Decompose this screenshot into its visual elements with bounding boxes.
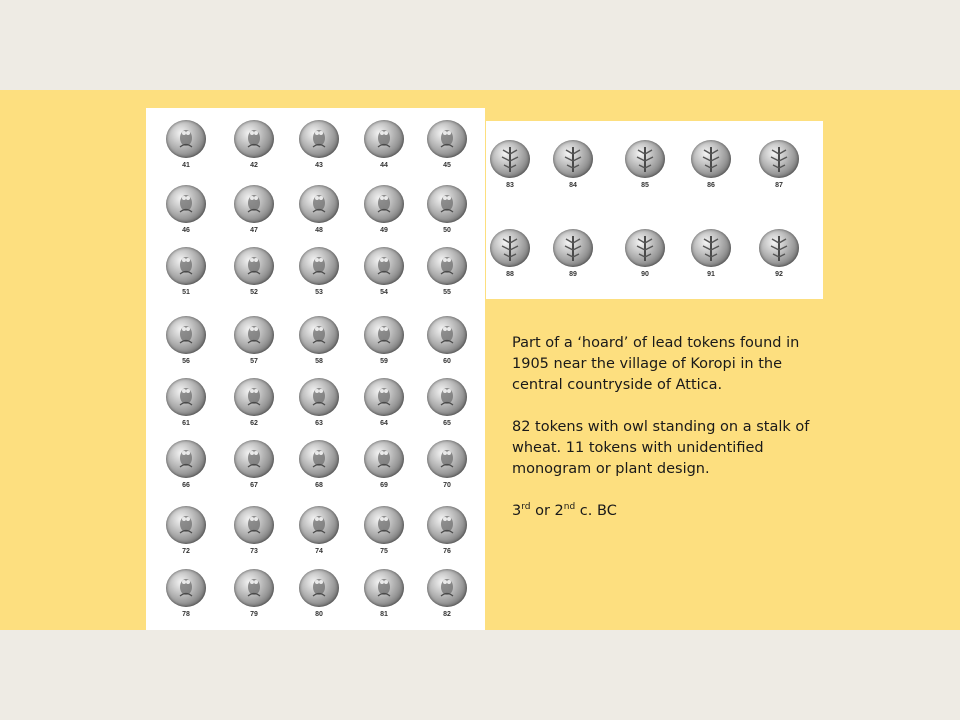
date-sup-rd: rd	[521, 502, 531, 512]
plant-tokens-plate-image	[486, 121, 823, 299]
token-68	[286, 438, 352, 500]
plant-monogram-icon	[691, 140, 731, 178]
token-number: 75	[380, 548, 388, 555]
owl-on-wheat-stalk-icon	[364, 506, 404, 544]
caption-paragraph-hoard: Part of a ‘hoard’ of lead tokens found in 1905 near the village of Koropi in the central countryside of Attica.	[512, 335, 800, 393]
token-63	[286, 376, 352, 438]
token-57	[221, 314, 287, 376]
token-number: 68	[315, 482, 323, 489]
token-49	[351, 183, 417, 245]
token-number: 53	[315, 289, 323, 296]
owl-on-wheat-stalk-icon	[299, 247, 339, 285]
token-number: 47	[250, 227, 258, 234]
owl-on-wheat-stalk-icon	[166, 120, 206, 158]
token-number: 91	[707, 271, 715, 278]
token-85	[612, 138, 678, 200]
plant-monogram-icon	[490, 229, 530, 267]
token-76	[414, 504, 480, 566]
owl-on-wheat-stalk-icon	[364, 247, 404, 285]
token-81	[351, 567, 417, 629]
owl-on-wheat-stalk-icon	[234, 316, 274, 354]
owl-on-wheat-stalk-icon	[234, 440, 274, 478]
token-number: 87	[775, 182, 783, 189]
token-number: 82	[443, 611, 451, 618]
token-64	[351, 376, 417, 438]
token-53	[286, 245, 352, 307]
token-number: 52	[250, 289, 258, 296]
token-number: 92	[775, 271, 783, 278]
token-number: 86	[707, 182, 715, 189]
token-number: 49	[380, 227, 388, 234]
owl-on-wheat-stalk-icon	[299, 185, 339, 223]
token-number: 85	[641, 182, 649, 189]
token-number: 70	[443, 482, 451, 489]
token-88	[477, 227, 543, 289]
owl-tokens-plate-image	[146, 108, 485, 630]
token-72	[153, 504, 219, 566]
token-number: 79	[250, 611, 258, 618]
owl-on-wheat-stalk-icon	[299, 120, 339, 158]
token-number: 66	[182, 482, 190, 489]
caption-date	[512, 501, 824, 522]
owl-on-wheat-stalk-icon	[364, 120, 404, 158]
token-number: 62	[250, 420, 258, 427]
owl-on-wheat-stalk-icon	[299, 378, 339, 416]
token-78	[153, 567, 219, 629]
token-66	[153, 438, 219, 500]
owl-on-wheat-stalk-icon	[427, 440, 467, 478]
token-number: 50	[443, 227, 451, 234]
token-46	[153, 183, 219, 245]
token-number: 76	[443, 548, 451, 555]
owl-on-wheat-stalk-icon	[166, 569, 206, 607]
owl-on-wheat-stalk-icon	[364, 440, 404, 478]
token-number: 44	[380, 162, 388, 169]
owl-on-wheat-stalk-icon	[299, 506, 339, 544]
token-number: 61	[182, 420, 190, 427]
token-number: 72	[182, 548, 190, 555]
token-number: 73	[250, 548, 258, 555]
owl-on-wheat-stalk-icon	[166, 185, 206, 223]
token-69	[351, 438, 417, 500]
token-43	[286, 118, 352, 180]
token-80	[286, 567, 352, 629]
token-59	[351, 314, 417, 376]
token-44	[351, 118, 417, 180]
plant-monogram-icon	[553, 229, 593, 267]
plant-monogram-icon	[625, 229, 665, 267]
token-number: 74	[315, 548, 323, 555]
token-number: 69	[380, 482, 388, 489]
owl-on-wheat-stalk-icon	[299, 316, 339, 354]
token-92	[746, 227, 812, 289]
owl-on-wheat-stalk-icon	[166, 316, 206, 354]
token-number: 42	[250, 162, 258, 169]
caption-paragraph-counts: 82 tokens with owl standing on a stalk of wheat. 11 tokens with unidentified monogram or plant design.	[512, 419, 810, 477]
token-number: 57	[250, 358, 258, 365]
token-90	[612, 227, 678, 289]
token-87	[746, 138, 812, 200]
token-45	[414, 118, 480, 180]
token-number: 84	[569, 182, 577, 189]
token-61	[153, 376, 219, 438]
token-50	[414, 183, 480, 245]
date-era: c. BC	[575, 503, 617, 519]
date-ordinal-3: 3	[512, 503, 522, 519]
owl-on-wheat-stalk-icon	[166, 506, 206, 544]
token-65	[414, 376, 480, 438]
token-73	[221, 504, 287, 566]
plant-monogram-icon	[490, 140, 530, 178]
token-number: 83	[506, 182, 514, 189]
plant-monogram-icon	[625, 140, 665, 178]
token-number: 65	[443, 420, 451, 427]
token-number: 81	[380, 611, 388, 618]
token-number: 88	[506, 271, 514, 278]
owl-on-wheat-stalk-icon	[166, 247, 206, 285]
owl-on-wheat-stalk-icon	[234, 247, 274, 285]
owl-on-wheat-stalk-icon	[427, 506, 467, 544]
token-number: 43	[315, 162, 323, 169]
owl-on-wheat-stalk-icon	[364, 185, 404, 223]
token-number: 67	[250, 482, 258, 489]
plant-monogram-icon	[759, 140, 799, 178]
token-47	[221, 183, 287, 245]
token-number: 51	[182, 289, 190, 296]
token-91	[678, 227, 744, 289]
token-67	[221, 438, 287, 500]
owl-on-wheat-stalk-icon	[364, 569, 404, 607]
token-84	[540, 138, 606, 200]
date-sup-nd: nd	[563, 502, 576, 512]
token-number: 56	[182, 358, 190, 365]
token-83	[477, 138, 543, 200]
token-number: 58	[315, 358, 323, 365]
token-60	[414, 314, 480, 376]
token-58	[286, 314, 352, 376]
owl-on-wheat-stalk-icon	[427, 316, 467, 354]
plant-monogram-icon	[691, 229, 731, 267]
owl-on-wheat-stalk-icon	[166, 378, 206, 416]
plant-monogram-icon	[553, 140, 593, 178]
token-number: 41	[182, 162, 190, 169]
token-75	[351, 504, 417, 566]
owl-on-wheat-stalk-icon	[299, 440, 339, 478]
owl-on-wheat-stalk-icon	[166, 440, 206, 478]
token-51	[153, 245, 219, 307]
token-number: 48	[315, 227, 323, 234]
slide-caption	[512, 333, 824, 543]
token-74	[286, 504, 352, 566]
owl-on-wheat-stalk-icon	[427, 378, 467, 416]
token-52	[221, 245, 287, 307]
token-79	[221, 567, 287, 629]
owl-on-wheat-stalk-icon	[427, 247, 467, 285]
token-89	[540, 227, 606, 289]
owl-on-wheat-stalk-icon	[299, 569, 339, 607]
token-42	[221, 118, 287, 180]
owl-on-wheat-stalk-icon	[427, 120, 467, 158]
token-56	[153, 314, 219, 376]
date-ordinal-2: or 2	[530, 503, 564, 519]
token-82	[414, 567, 480, 629]
token-number: 55	[443, 289, 451, 296]
owl-on-wheat-stalk-icon	[234, 378, 274, 416]
token-number: 90	[641, 271, 649, 278]
token-62	[221, 376, 287, 438]
token-number: 80	[315, 611, 323, 618]
token-54	[351, 245, 417, 307]
token-number: 89	[569, 271, 577, 278]
owl-on-wheat-stalk-icon	[427, 569, 467, 607]
token-41	[153, 118, 219, 180]
token-number: 64	[380, 420, 388, 427]
token-86	[678, 138, 744, 200]
token-number: 78	[182, 611, 190, 618]
owl-on-wheat-stalk-icon	[234, 120, 274, 158]
owl-on-wheat-stalk-icon	[364, 316, 404, 354]
owl-on-wheat-stalk-icon	[234, 185, 274, 223]
owl-on-wheat-stalk-icon	[234, 569, 274, 607]
token-number: 54	[380, 289, 388, 296]
token-number: 59	[380, 358, 388, 365]
token-number: 45	[443, 162, 451, 169]
token-48	[286, 183, 352, 245]
plant-monogram-icon	[759, 229, 799, 267]
owl-on-wheat-stalk-icon	[364, 378, 404, 416]
owl-on-wheat-stalk-icon	[427, 185, 467, 223]
owl-on-wheat-stalk-icon	[234, 506, 274, 544]
token-number: 63	[315, 420, 323, 427]
token-70	[414, 438, 480, 500]
token-number: 60	[443, 358, 451, 365]
token-number: 46	[182, 227, 190, 234]
token-55	[414, 245, 480, 307]
